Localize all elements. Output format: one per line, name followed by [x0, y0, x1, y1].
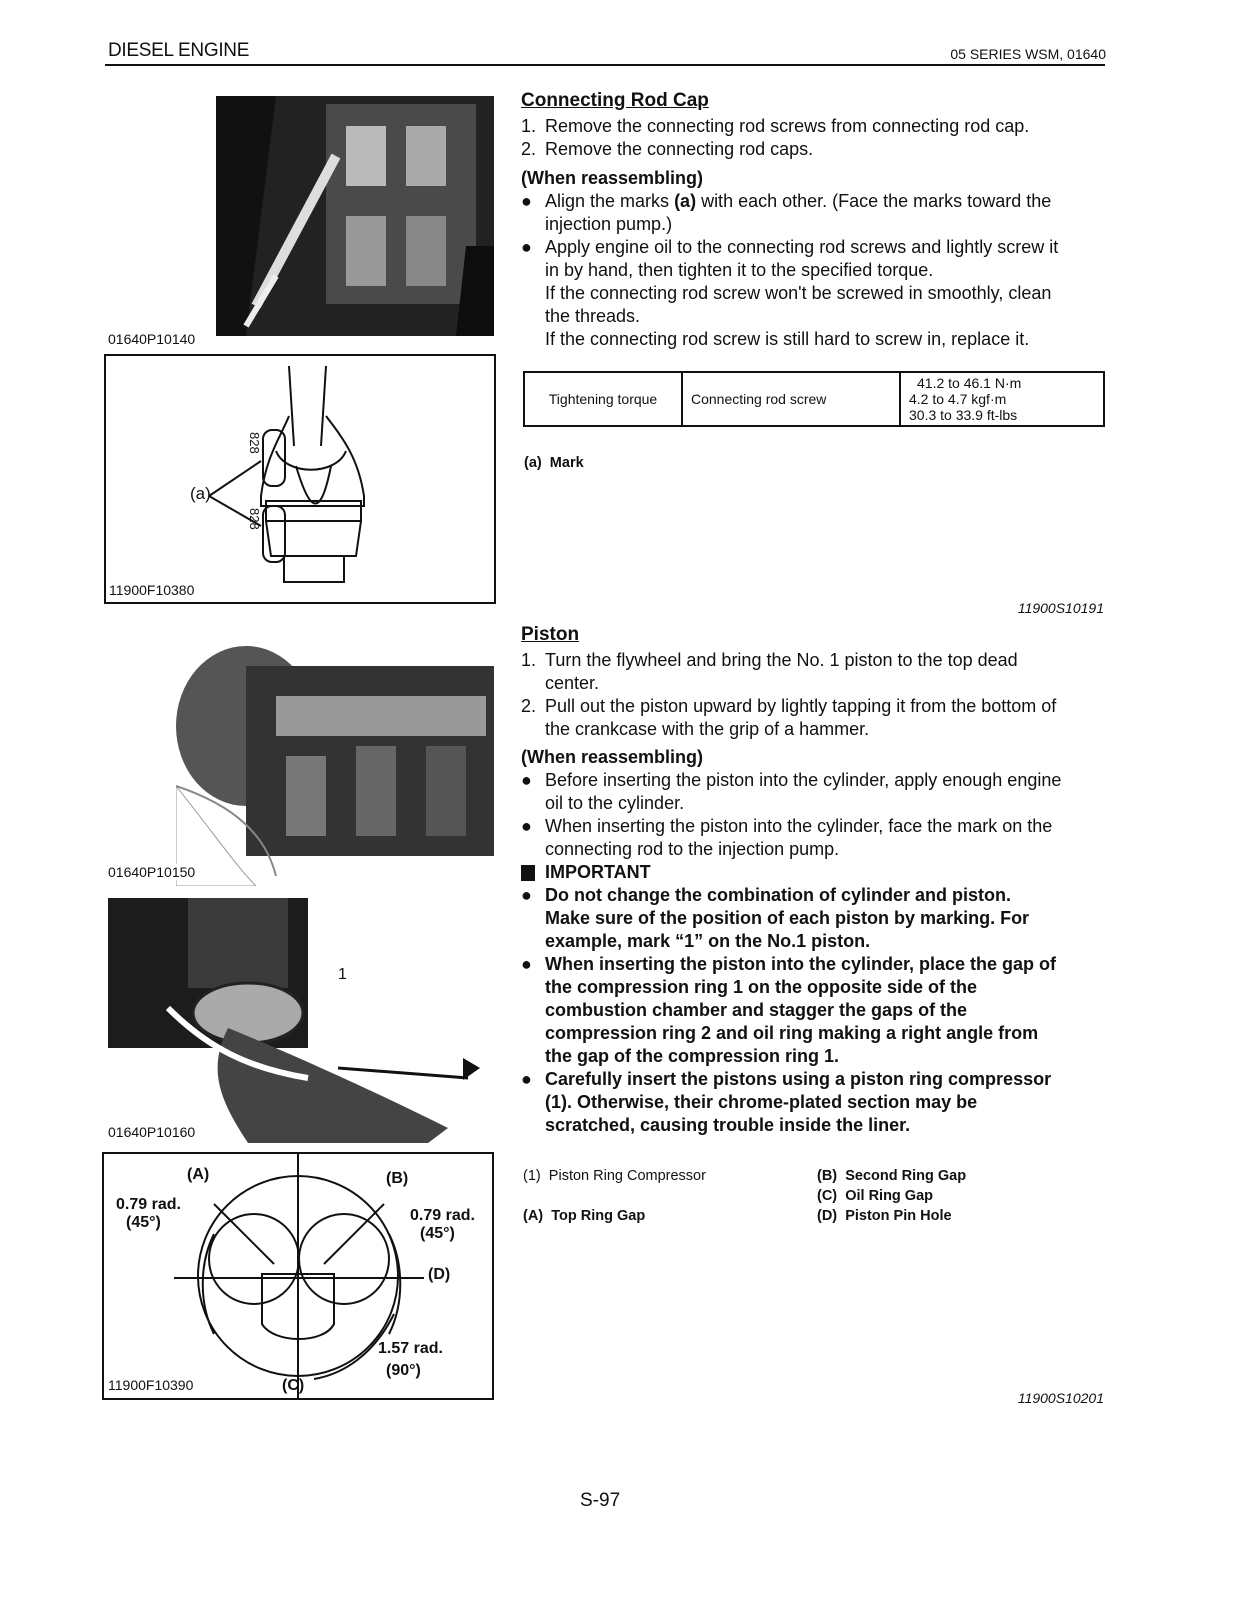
- bullet-item: [521, 815, 1107, 838]
- figure-label-1: 1: [338, 966, 347, 983]
- diagram-bottom-angle-deg: (90°): [386, 1362, 421, 1379]
- diagram-label-d: (D): [428, 1266, 451, 1283]
- bullet-icon: ●: [521, 191, 532, 211]
- header-manual-code: 05 SERIES WSM, 01640: [950, 46, 1106, 62]
- bullet-text-post: with each other. (Face the marks toward the: [696, 191, 1052, 211]
- important-text: When inserting the piston into the cylinder, place the gap of: [545, 954, 1057, 974]
- important-item: [521, 884, 1107, 907]
- caption-text: Top Ring Gap: [551, 1208, 646, 1224]
- step-continuation: center.: [545, 673, 600, 693]
- caption-item: [817, 1168, 966, 1184]
- bullet-icon: ●: [521, 1069, 532, 1089]
- important-continuation: scratched, causing trouble inside the liner.: [545, 1115, 911, 1135]
- bullet-icon: ●: [521, 816, 532, 836]
- bullet-continuation: oil to the cylinder.: [545, 793, 685, 813]
- caption-item: [523, 1168, 706, 1184]
- connecting-rod-drawing: [106, 356, 494, 602]
- torque-part-cell: Connecting rod screw: [682, 372, 900, 426]
- caption-key: (A): [523, 1208, 544, 1224]
- bullet-continuation: injection pump.): [545, 214, 673, 234]
- step-text: Remove the connecting rod screws from connecting rod cap.: [545, 116, 1030, 136]
- torque-values-cell: [900, 372, 1104, 426]
- important-continuation: Make sure of the position of each piston by marking. For: [545, 908, 1030, 928]
- important-continuation: combustion chamber and stagger the gaps of the: [545, 1000, 968, 1020]
- caption-key: (C): [817, 1188, 838, 1204]
- bullet-text-pre: Align the marks: [545, 191, 675, 211]
- diagram-left-angle-deg: (45°): [126, 1214, 161, 1231]
- caption-text: Piston Pin Hole: [845, 1208, 952, 1224]
- reassembly-heading: (When reassembling): [521, 168, 704, 188]
- figure-connecting-rod-marks: [104, 354, 496, 604]
- step-number: 1.: [521, 116, 537, 136]
- photo-engine-block-graphic: [216, 96, 494, 336]
- photo-compressor-graphic: [108, 898, 494, 1143]
- square-bullet-icon: [521, 865, 535, 881]
- figure-label-a: (a): [190, 484, 211, 503]
- important-text: Carefully insert the pistons using a piston ring compressor: [545, 1069, 1052, 1089]
- figure-code-2: 11900F10380: [107, 582, 198, 598]
- caption-key: (1): [523, 1168, 541, 1184]
- step-item: [521, 115, 1107, 138]
- caption-mark: [524, 455, 584, 471]
- rod-mark-digits-upper: 828: [247, 432, 262, 454]
- bullet-continuation: If the connecting rod screw won't be screwed in smoothly, clean: [545, 283, 1052, 303]
- step-text: Remove the connecting rod caps.: [545, 139, 814, 159]
- torque-value-ftlbs: 30.3 to 33.9 ft-lbs: [909, 407, 1018, 423]
- caption-item: [523, 1208, 645, 1224]
- bullet-text: Apply engine oil to the connecting rod screws and lightly screw it: [545, 237, 1059, 257]
- bullet-icon: ●: [521, 770, 532, 790]
- bullet-mark-ref: (a): [674, 191, 697, 211]
- important-continuation: (1). Otherwise, their chrome-plated section may be: [545, 1092, 978, 1112]
- header-divider: [105, 64, 1105, 66]
- caption-key: (a): [524, 455, 542, 471]
- caption-text: Piston Ring Compressor: [548, 1168, 706, 1184]
- figure-code-3: 01640P10150: [106, 864, 199, 880]
- bullet-text: Before inserting the piston into the cylinder, apply enough engine: [545, 770, 1062, 790]
- bullet-continuation: in by hand, then tighten it to the specified torque.: [545, 260, 934, 280]
- bullet-icon: ●: [521, 954, 532, 974]
- section-connecting-rod-cap: [521, 90, 1107, 351]
- figure-code-1: 01640P10140: [106, 331, 199, 347]
- step-item: [521, 138, 1107, 161]
- caption-text: Mark: [549, 455, 584, 471]
- torque-value-kgfm: 4.2 to 4.7 kgf·m: [909, 391, 1007, 407]
- important-continuation: the gap of the compression ring 1.: [545, 1046, 840, 1066]
- step-number: 2.: [521, 696, 537, 716]
- caption-item: [817, 1208, 952, 1224]
- diagram-left-angle-rad: 0.79 rad.: [116, 1196, 181, 1213]
- figure-code-4: 01640P10160: [106, 1124, 199, 1140]
- bullet-continuation: connecting rod to the injection pump.: [545, 839, 840, 859]
- step-item: [521, 649, 1107, 672]
- important-text: Do not change the combination of cylinder and piston.: [545, 885, 1012, 905]
- section-title: Connecting Rod Cap: [521, 90, 709, 111]
- photo-cylinder-block-graphic: [176, 636, 494, 886]
- section-title: Piston: [521, 624, 580, 645]
- figure-code-5: 11900F10390: [106, 1377, 197, 1393]
- diagram-label-a: (A): [187, 1166, 210, 1183]
- diagram-right-angle-rad: 0.79 rad.: [410, 1207, 475, 1224]
- bullet-item: [521, 236, 1107, 259]
- section-piston: [521, 624, 1107, 1137]
- table-row: [524, 372, 1104, 426]
- header-title: DIESEL ENGINE: [108, 40, 250, 61]
- step-item: [521, 695, 1107, 718]
- photo-ring-compressor: [108, 898, 494, 1143]
- important-label: IMPORTANT: [545, 862, 651, 882]
- important-continuation: compression ring 2 and oil ring making a right angle from: [545, 1023, 1039, 1043]
- photo-connecting-rod-screws: [216, 96, 494, 336]
- step-text: Turn the flywheel and bring the No. 1 piston to the top dead: [545, 650, 1018, 670]
- step-number: 1.: [521, 650, 537, 670]
- reassembly-heading: (When reassembling): [521, 747, 704, 767]
- important-heading: [521, 861, 1107, 884]
- bullet-item: [521, 769, 1107, 792]
- torque-label-cell: Tightening torque: [524, 372, 682, 426]
- torque-table: [523, 371, 1105, 427]
- important-item: [521, 953, 1107, 976]
- doc-code-1: 11900S10191: [1017, 600, 1104, 616]
- bullet-icon: ●: [521, 237, 532, 257]
- important-continuation: example, mark “1” on the No.1 piston.: [545, 931, 871, 951]
- caption-text: Second Ring Gap: [845, 1168, 967, 1184]
- caption-key: (B): [817, 1168, 838, 1184]
- rod-mark-digits-lower: 828: [247, 508, 262, 530]
- step-text: Pull out the piston upward by lightly tapping it from the bottom of: [545, 696, 1057, 716]
- diagram-right-angle-deg: (45°): [420, 1225, 455, 1242]
- bullet-continuation: If the connecting rod screw is still hard to screw in, replace it.: [545, 329, 1030, 349]
- important-continuation: the compression ring 1 on the opposite side of the: [545, 977, 978, 997]
- photo-piston-removal: [176, 636, 494, 886]
- bullet-item: [521, 190, 1107, 213]
- step-continuation: the crankcase with the grip of a hammer.: [545, 719, 870, 739]
- diagram-bottom-angle-rad: 1.57 rad.: [378, 1340, 443, 1357]
- important-item: [521, 1068, 1107, 1091]
- caption-key: (D): [817, 1208, 838, 1224]
- bullet-icon: ●: [521, 885, 532, 905]
- torque-value-nm: 41.2 to 46.1 N·m: [917, 375, 1022, 391]
- bullet-continuation: the threads.: [545, 306, 641, 326]
- step-number: 2.: [521, 139, 537, 159]
- caption-text: Oil Ring Gap: [845, 1188, 934, 1204]
- doc-code-2: 11900S10201: [1017, 1390, 1104, 1406]
- bullet-text: When inserting the piston into the cylinder, face the mark on the: [545, 816, 1053, 836]
- diagram-label-c: (C): [282, 1377, 305, 1394]
- diagram-label-b: (B): [386, 1170, 409, 1187]
- page-number: S-97: [580, 1490, 621, 1511]
- caption-item: [817, 1188, 933, 1204]
